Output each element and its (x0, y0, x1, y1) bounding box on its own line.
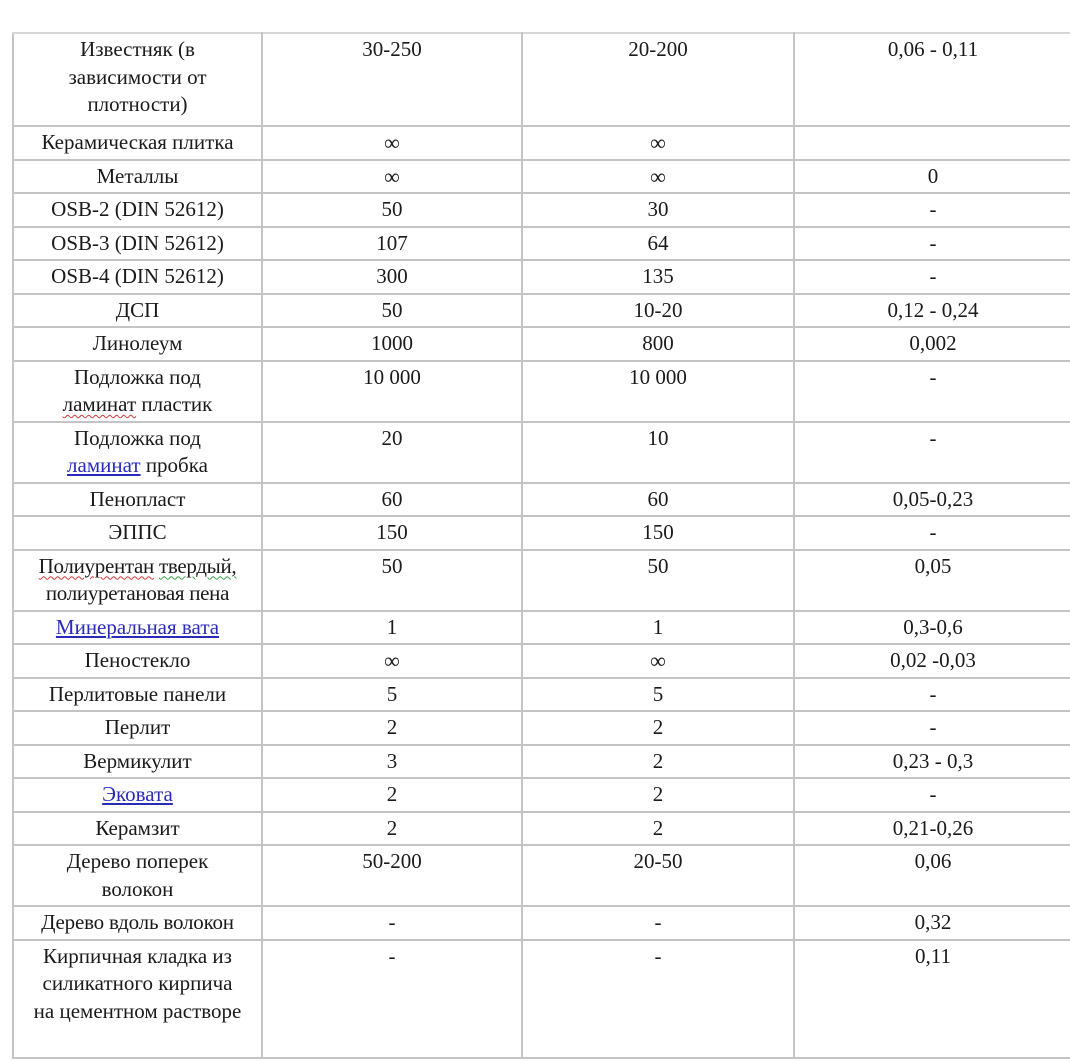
value-cell-col4: - (794, 678, 1070, 712)
value-cell-col2: 50 (262, 193, 522, 227)
table-row (13, 745, 1070, 779)
table-row (13, 483, 1070, 517)
value-cell-col4: - (794, 516, 1070, 550)
value-cell-col4: - (794, 711, 1070, 745)
value-cell-col2: 60 (262, 483, 522, 517)
value-cell-col4: 0,05-0,23 (794, 483, 1070, 517)
value-cell-col4: - (794, 361, 1070, 422)
value-cell-col3: 2 (522, 711, 794, 745)
material-cell: OSB-3 (DIN 52612) (13, 227, 262, 261)
material-cell: Линолеум (13, 327, 262, 361)
value-cell-col2: 5 (262, 678, 522, 712)
value-cell-col2: 1 (262, 611, 522, 645)
table-row (13, 327, 1070, 361)
material-cell: Дерево поперек волокон (13, 845, 262, 906)
table-row (13, 422, 1070, 483)
material-cell: Керамзит (13, 812, 262, 846)
value-cell-col3: 800 (522, 327, 794, 361)
material-line: пробка (140, 453, 208, 477)
value-cell-col4: 0,11 (794, 940, 1070, 1058)
material-cell: Кирпичная кладка из силикатного кирпича на цементном растворе (13, 940, 262, 1058)
value-cell-col3: 5 (522, 678, 794, 712)
material-cell: Известняк (в зависимости от плотности) (13, 33, 262, 126)
material-cell: ЭППС (13, 516, 262, 550)
material-cell (13, 361, 262, 422)
spellcheck-word: Полиурентан (38, 553, 154, 578)
table-row (13, 778, 1070, 812)
value-cell-col2: 150 (262, 516, 522, 550)
value-cell-col3: 1 (522, 611, 794, 645)
value-cell-col2: 2 (262, 778, 522, 812)
value-cell-col4: 0,06 (794, 845, 1070, 906)
material-cell (13, 778, 262, 812)
table-row (13, 227, 1070, 261)
value-cell-col3: ∞ (522, 126, 794, 160)
value-cell-col4: 0,3-0,6 (794, 611, 1070, 645)
value-cell-col2: 20 (262, 422, 522, 483)
table-row (13, 940, 1070, 1058)
value-cell-col3: 30 (522, 193, 794, 227)
material-cell: Перлит (13, 711, 262, 745)
table-row (13, 611, 1070, 645)
value-cell-col3: 20-200 (522, 33, 794, 126)
value-cell-col4: - (794, 778, 1070, 812)
value-cell-col3: 10 000 (522, 361, 794, 422)
value-cell-col4: 0,02 -0,03 (794, 644, 1070, 678)
value-cell-col2: - (262, 940, 522, 1058)
material-cell (13, 611, 262, 645)
material-cell: Керамическая плитка (13, 126, 262, 160)
value-cell-col4 (794, 126, 1070, 160)
value-cell-col3: 150 (522, 516, 794, 550)
table-row (13, 906, 1070, 940)
value-cell-col3: 2 (522, 778, 794, 812)
material-cell: Пенопласт (13, 483, 262, 517)
material-cell (13, 550, 262, 611)
grammar-word: твердый, (158, 553, 237, 578)
table-row (13, 711, 1070, 745)
value-cell-col2: 107 (262, 227, 522, 261)
value-cell-col4: - (794, 227, 1070, 261)
table-row (13, 678, 1070, 712)
mineral-wool-link[interactable]: Минеральная вата (55, 614, 220, 639)
materials-table-container (12, 32, 1070, 1059)
table-row (13, 550, 1070, 611)
value-cell-col2: - (262, 906, 522, 940)
value-cell-col2: 3 (262, 745, 522, 779)
value-cell-col3: 20-50 (522, 845, 794, 906)
value-cell-col3: ∞ (522, 160, 794, 194)
table-row (13, 845, 1070, 906)
material-cell: Перлитовые панели (13, 678, 262, 712)
value-cell-col3: 60 (522, 483, 794, 517)
value-cell-col2: 50 (262, 550, 522, 611)
value-cell-col4: - (794, 260, 1070, 294)
table-row (13, 644, 1070, 678)
material-cell: OSB-2 (DIN 52612) (13, 193, 262, 227)
value-cell-col4: 0,12 - 0,24 (794, 294, 1070, 328)
value-cell-col4: - (794, 422, 1070, 483)
value-cell-col4: 0 (794, 160, 1070, 194)
value-cell-col4: - (794, 193, 1070, 227)
table-row (13, 160, 1070, 194)
value-cell-col3: 64 (522, 227, 794, 261)
value-cell-col3: ∞ (522, 644, 794, 678)
material-cell (13, 422, 262, 483)
value-cell-col3: 10-20 (522, 294, 794, 328)
material-cell: Вермикулит (13, 745, 262, 779)
value-cell-col3: 50 (522, 550, 794, 611)
value-cell-col2: 50 (262, 294, 522, 328)
ecowool-link[interactable]: Эковата (102, 782, 173, 806)
table-row (13, 126, 1070, 160)
material-line: полиуретановая пена (45, 581, 230, 605)
table-row (13, 33, 1070, 126)
material-line: пластик (136, 392, 213, 416)
value-cell-col3: - (522, 906, 794, 940)
table-row (13, 812, 1070, 846)
value-cell-col4: 0,32 (794, 906, 1070, 940)
value-cell-col2: 1000 (262, 327, 522, 361)
material-cell: Пеностекло (13, 644, 262, 678)
value-cell-col4: 0,05 (794, 550, 1070, 611)
material-line: Подложка под (74, 364, 201, 389)
table-row (13, 193, 1070, 227)
value-cell-col4: 0,21-0,26 (794, 812, 1070, 846)
material-cell: Металлы (13, 160, 262, 194)
materials-table (12, 32, 1070, 1059)
value-cell-col4: 0,002 (794, 327, 1070, 361)
table-row (13, 361, 1070, 422)
spellcheck-word: ламинат (62, 392, 137, 416)
value-cell-col3: 10 (522, 422, 794, 483)
table-row (13, 294, 1070, 328)
value-cell-col3: - (522, 940, 794, 1058)
material-line: Подложка под (74, 425, 201, 450)
value-cell-col2: 50-200 (262, 845, 522, 906)
value-cell-col3: 2 (522, 812, 794, 846)
value-cell-col2: ∞ (262, 126, 522, 160)
value-cell-col2: 2 (262, 812, 522, 846)
material-cell: Дерево вдоль волокон (13, 906, 262, 940)
value-cell-col3: 135 (522, 260, 794, 294)
laminate-link[interactable]: ламинат (67, 453, 141, 477)
value-cell-col2: 10 000 (262, 361, 522, 422)
value-cell-col2: ∞ (262, 160, 522, 194)
value-cell-col4: 0,06 - 0,11 (794, 33, 1070, 126)
value-cell-col2: 2 (262, 711, 522, 745)
table-row (13, 260, 1070, 294)
value-cell-col4: 0,23 - 0,3 (794, 745, 1070, 779)
value-cell-col3: 2 (522, 745, 794, 779)
value-cell-col2: 30-250 (262, 33, 522, 126)
material-cell: ДСП (13, 294, 262, 328)
value-cell-col2: 300 (262, 260, 522, 294)
material-cell: OSB-4 (DIN 52612) (13, 260, 262, 294)
value-cell-col2: ∞ (262, 644, 522, 678)
table-row (13, 516, 1070, 550)
